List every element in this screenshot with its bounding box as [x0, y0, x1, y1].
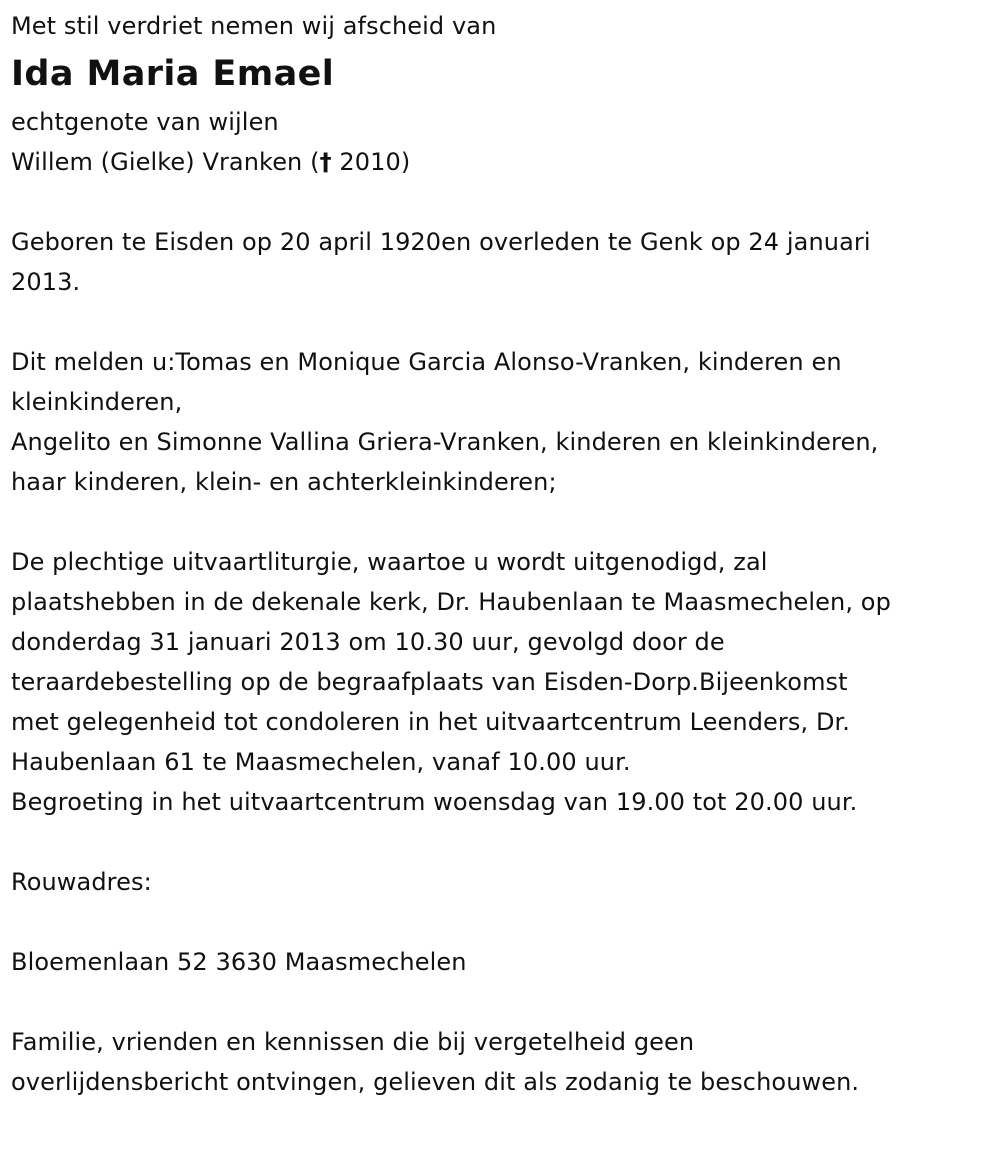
address-value: Bloemenlaan 52 3630 Maasmechelen [11, 948, 467, 976]
spacer [11, 822, 986, 862]
ceremony-line-4: teraardebestelling op de begraafplaats van Eisden-Dorp.Bijeenkomst [11, 668, 848, 696]
family-line-3: Angelito en Simonne Vallina Griera-Vranken, kinderen en kleinkinderen, [11, 428, 879, 456]
family-line-1: Dit melden u:Tomas en Monique Garcia Alonso-Vranken, kinderen en [11, 348, 842, 376]
closing-line-1: Familie, vrienden en kennissen die bij vergetelheid geen [11, 1028, 695, 1056]
ceremony-line-3: donderdag 31 januari 2013 om 10.30 uur, gevolgd door de [11, 628, 725, 656]
spacer [11, 502, 986, 542]
ceremony-line-1: De plechtige uitvaartliturgie, waartoe u wordt uitgenodigd, zal [11, 548, 768, 576]
family-line-4: haar kinderen, klein- en achterkleinkinderen; [11, 468, 557, 496]
family-line-2: kleinkinderen, [11, 388, 183, 416]
opening-line: Met stil verdriet nemen wij afscheid van [11, 12, 497, 40]
closing-line-2: overlijdensbericht ontvingen, gelieven dit als zodanig te beschouwen. [11, 1068, 860, 1096]
spouse-line-1: echtgenote van wijlen [11, 108, 279, 136]
ceremony-line-7: Begroeting in het uitvaartcentrum woensdag van 19.00 tot 20.00 uur. [11, 788, 858, 816]
spouse-name: Willem (Gielke) Vranken ( [11, 148, 320, 176]
ceremony-line-6: Haubenlaan 61 te Maasmechelen, vanaf 10.00 uur. [11, 748, 631, 776]
spacer [11, 302, 986, 342]
spouse-death-year: 2010) [331, 148, 411, 176]
deceased-name: Ida Maria Emael [11, 54, 335, 94]
spacer [11, 902, 986, 942]
life-line-1: Geboren te Eisden op 20 april 1920en overleden te Genk op 24 januari [11, 228, 871, 256]
spouse-line-2 [11, 142, 986, 182]
life-line-2: 2013. [11, 268, 81, 296]
obituary-notice [11, 6, 986, 1102]
spacer [11, 982, 986, 1022]
cross-icon: † [319, 148, 332, 176]
address-label: Rouwadres: [11, 868, 152, 896]
ceremony-line-2: plaatshebben in de dekenale kerk, Dr. Haubenlaan te Maasmechelen, op [11, 588, 891, 616]
spacer [11, 182, 986, 222]
ceremony-line-5: met gelegenheid tot condoleren in het uitvaartcentrum Leenders, Dr. [11, 708, 851, 736]
